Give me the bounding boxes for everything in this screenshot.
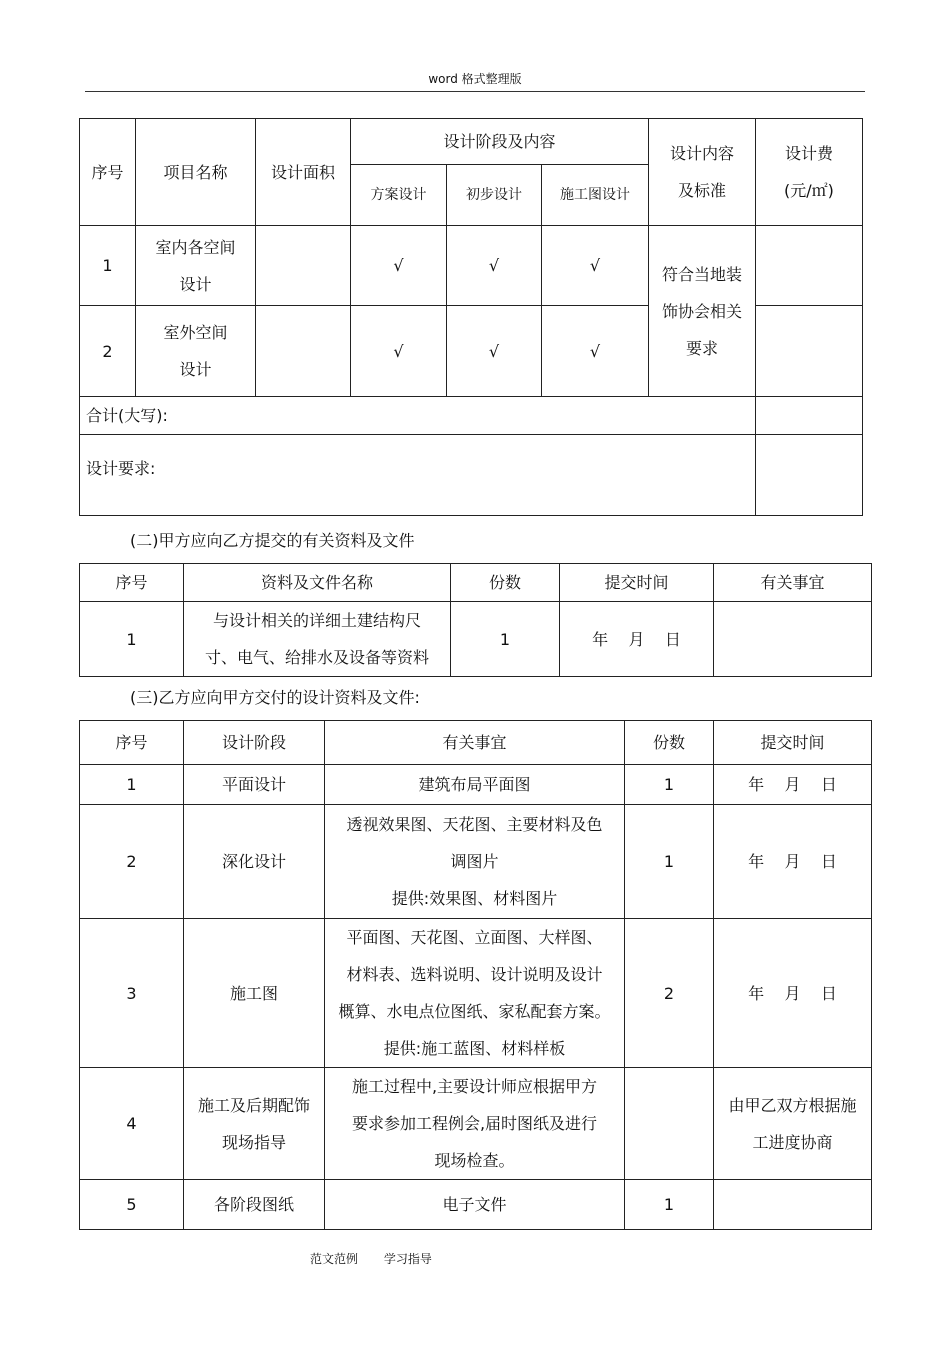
row-stage: 深化设计 xyxy=(184,805,325,919)
row-stage: 各阶段图纸 xyxy=(184,1180,325,1230)
row-count: 1 xyxy=(625,805,714,919)
row-fee xyxy=(756,226,863,306)
col-header-notes: 有关事宜 xyxy=(325,721,625,765)
col-header-stage: 设计阶段 xyxy=(184,721,325,765)
col-header-no: 序号 xyxy=(80,119,136,226)
row-time xyxy=(714,1180,872,1230)
requirements-value xyxy=(756,435,863,516)
row-stage: 平面设计 xyxy=(184,765,325,805)
row-time: 年 月 日 xyxy=(714,805,872,919)
col-header-notes: 有关事宜 xyxy=(714,564,872,602)
col-header-name: 项目名称 xyxy=(136,119,256,226)
row-desc: 建筑布局平面图 xyxy=(325,765,625,805)
row-stage: 施工图 xyxy=(184,919,325,1068)
requirements-label: 设计要求: xyxy=(80,435,756,516)
row-desc: 施工过程中,主要设计师应根据甲方 要求参加工程例会,届时图纸及进行 现场检查。 xyxy=(325,1068,625,1180)
col-header-construction: 施工图设计 xyxy=(542,165,649,226)
row-count: 1 xyxy=(625,1180,714,1230)
row-no: 1 xyxy=(80,602,184,677)
row-time: 年 月 日 xyxy=(714,765,872,805)
row-notes xyxy=(714,602,872,677)
col-header-doc-name: 资料及文件名称 xyxy=(184,564,451,602)
footer-left: 范文范例 xyxy=(310,1252,359,1266)
row-no: 3 xyxy=(80,919,184,1068)
header-rule xyxy=(85,91,865,92)
row-stage: 施工及后期配饰 现场指导 xyxy=(184,1068,325,1180)
row-time: 年 月 日 xyxy=(714,919,872,1068)
row-count: 1 xyxy=(625,765,714,805)
col-header-standard: 设计内容 及标准 xyxy=(649,119,756,226)
check-mark: √ xyxy=(447,306,542,397)
col-header-scheme: 方案设计 xyxy=(351,165,447,226)
check-mark: √ xyxy=(351,306,447,397)
col-header-count: 份数 xyxy=(451,564,560,602)
col-header-count: 份数 xyxy=(625,721,714,765)
row-count xyxy=(625,1068,714,1180)
row-desc: 平面图、天花图、立面图、大样图、 材料表、选料说明、设计说明及设计 概算、水电点位图纸、家私配套方案。 提供:施工蓝图、材料样板 xyxy=(325,919,625,1068)
check-mark: √ xyxy=(542,306,649,397)
check-mark: √ xyxy=(447,226,542,306)
total-value xyxy=(756,397,863,435)
footer-right: 学习指导 xyxy=(383,1252,432,1266)
col-header-preliminary: 初步设计 xyxy=(447,165,542,226)
row-name: 室外空间 设计 xyxy=(136,306,256,397)
design-fee-table xyxy=(79,118,863,516)
col-header-stage: 设计阶段及内容 xyxy=(351,119,649,165)
deliverables-table xyxy=(79,720,872,1230)
row-desc: 电子文件 xyxy=(325,1180,625,1230)
row-area xyxy=(256,306,351,397)
col-header-no: 序号 xyxy=(80,564,184,602)
row-no: 5 xyxy=(80,1180,184,1230)
row-count: 2 xyxy=(625,919,714,1068)
row-no: 2 xyxy=(80,805,184,919)
client-documents-table xyxy=(79,563,872,677)
row-name: 室内各空间 设计 xyxy=(136,226,256,306)
row-time: 年 月 日 xyxy=(560,602,714,677)
section3-title: (三)乙方应向甲方交付的设计资料及文件: xyxy=(130,688,420,707)
row-no: 1 xyxy=(80,765,184,805)
col-header-time: 提交时间 xyxy=(560,564,714,602)
row-desc: 透视效果图、天花图、主要材料及色 调图片 提供:效果图、材料图片 xyxy=(325,805,625,919)
col-header-area: 设计面积 xyxy=(256,119,351,226)
check-mark: √ xyxy=(351,226,447,306)
page-header: word 格式整理版 xyxy=(428,72,522,86)
section2-title: (二)甲方应向乙方提交的有关资料及文件 xyxy=(130,531,415,550)
row-no: 1 xyxy=(80,226,136,306)
col-header-time: 提交时间 xyxy=(714,721,872,765)
row-no: 4 xyxy=(80,1068,184,1180)
standard-cell: 符合当地装 饰协会相关 要求 xyxy=(649,226,756,397)
row-no: 2 xyxy=(80,306,136,397)
row-time: 由甲乙双方根据施 工进度协商 xyxy=(714,1068,872,1180)
row-fee xyxy=(756,306,863,397)
page-footer xyxy=(310,1250,454,1267)
total-label: 合计(大写): xyxy=(80,397,756,435)
row-area xyxy=(256,226,351,306)
check-mark: √ xyxy=(542,226,649,306)
row-count: 1 xyxy=(451,602,560,677)
col-header-fee: 设计费 (元/㎡) xyxy=(756,119,863,226)
row-doc-name: 与设计相关的详细土建结构尺 寸、电气、给排水及设备等资料 xyxy=(184,602,451,677)
col-header-no: 序号 xyxy=(80,721,184,765)
